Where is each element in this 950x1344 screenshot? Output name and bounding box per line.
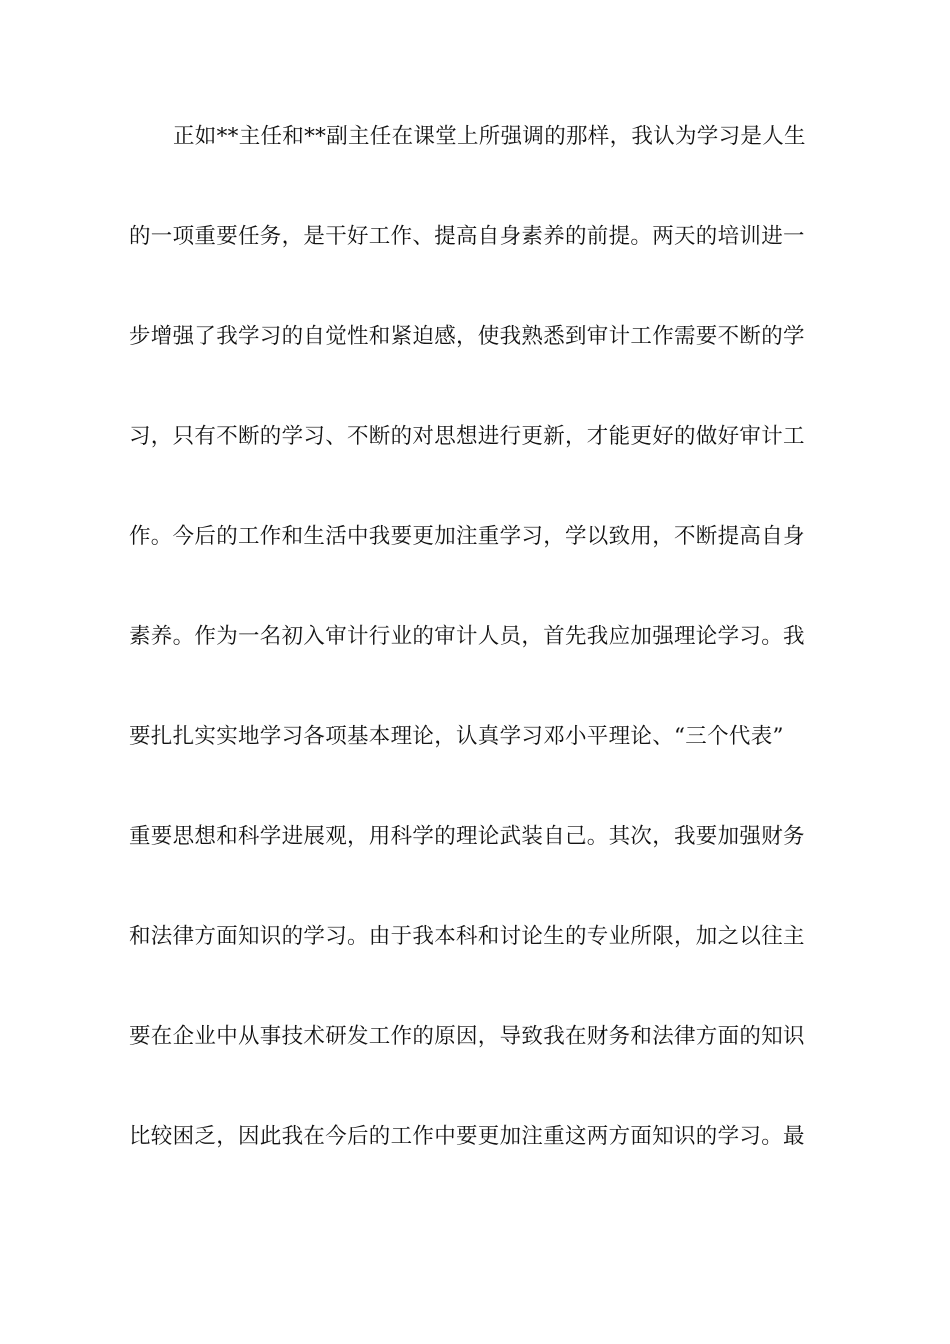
text-line: 比较困乏，因此我在今后的工作中要更加注重这两方面知识的学习。最 xyxy=(129,1124,805,1149)
body-paragraph xyxy=(129,114,829,1214)
text-line: 作。今后的工作和生活中我要更加注重学习，学以致用，不断提高自身 xyxy=(129,524,805,549)
text-line: 正如**主任和**副主任在课堂上所强调的那样，我认为学习是人生 xyxy=(173,124,806,149)
text-line: 和法律方面知识的学习。由于我本科和讨论生的专业所限，加之以往主 xyxy=(129,924,805,949)
text-line: 的一项重要任务，是干好工作、提高自身素养的前提。两天的培训进一 xyxy=(129,224,805,249)
text-line: 要扎扎实实地学习各项基本理论，认真学习邓小平理论、“三个代表” xyxy=(129,724,784,749)
text-line: 重要思想和科学进展观，用科学的理论武装自己。其次，我要加强财务 xyxy=(129,824,805,849)
text-line: 素养。作为一名初入审计行业的审计人员，首先我应加强理论学习。我 xyxy=(129,624,805,649)
text-line: 步增强了我学习的自觉性和紧迫感，使我熟悉到审计工作需要不断的学 xyxy=(129,324,805,349)
text-line: 要在企业中从事技术研发工作的原因，导致我在财务和法律方面的知识 xyxy=(129,1024,805,1049)
text-line: 习，只有不断的学习、不断的对思想进行更新，才能更好的做好审计工 xyxy=(129,424,805,449)
